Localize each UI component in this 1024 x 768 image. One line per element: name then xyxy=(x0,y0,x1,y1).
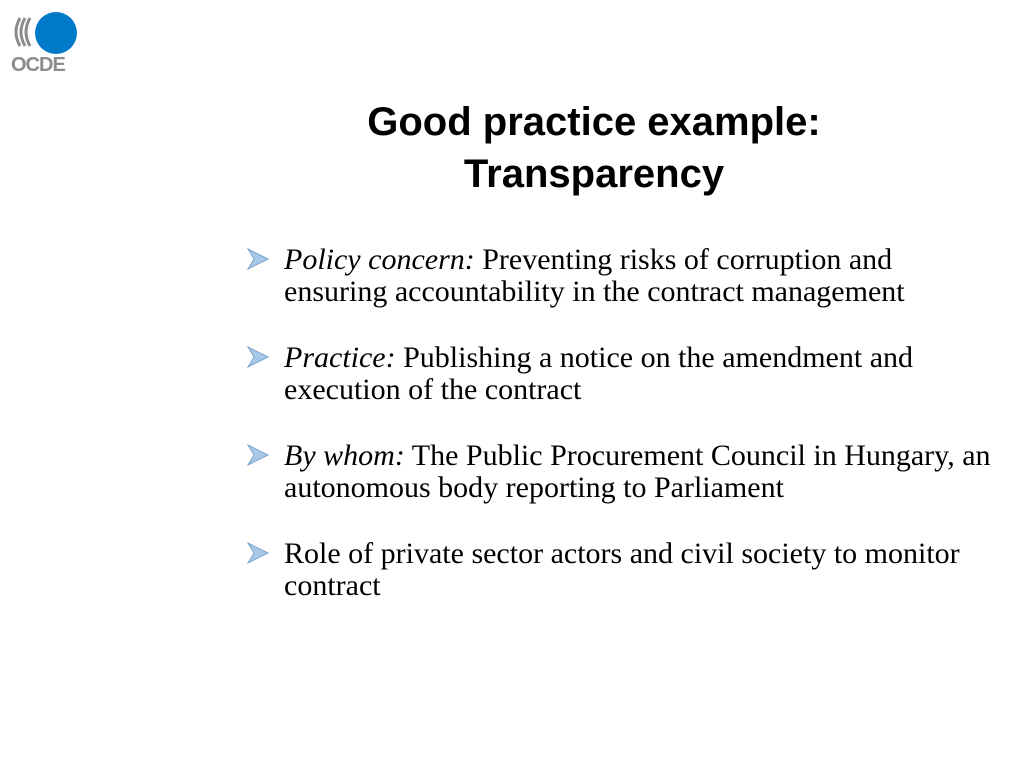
title-line-2: Transparency xyxy=(463,152,725,196)
bullet-list xyxy=(246,244,996,636)
bullet-text: Preventing risks of corruption and ensuring accountability in the contract management xyxy=(284,243,905,308)
logo-text: OCDE xyxy=(11,54,65,76)
bullet-label: Practice: xyxy=(284,341,396,374)
bullet-label: Policy concern: xyxy=(284,243,475,276)
bullet-text: Publishing a notice on the amendment and execution of the contract xyxy=(284,341,914,406)
slide-title xyxy=(250,96,938,200)
arrow-bullet-icon xyxy=(246,246,270,272)
bullet-text: The Public Procurement Council in Hungary, an autonomous body reporting to Parliament xyxy=(284,439,991,504)
arrow-bullet-icon xyxy=(246,442,270,468)
list-item xyxy=(246,244,996,308)
arrow-bullet-icon xyxy=(246,540,270,566)
list-item xyxy=(246,342,996,406)
oecd-logo xyxy=(10,12,80,80)
bullet-text: Role of private sector actors and civil society to monitor contract xyxy=(284,537,960,602)
bullet-label: By whom: xyxy=(284,439,405,472)
title-line-1: Good practice example: xyxy=(367,100,821,144)
list-item xyxy=(246,440,996,504)
list-item xyxy=(246,538,996,602)
arrow-bullet-icon xyxy=(246,344,270,370)
oecd-logo-icon xyxy=(10,12,80,58)
